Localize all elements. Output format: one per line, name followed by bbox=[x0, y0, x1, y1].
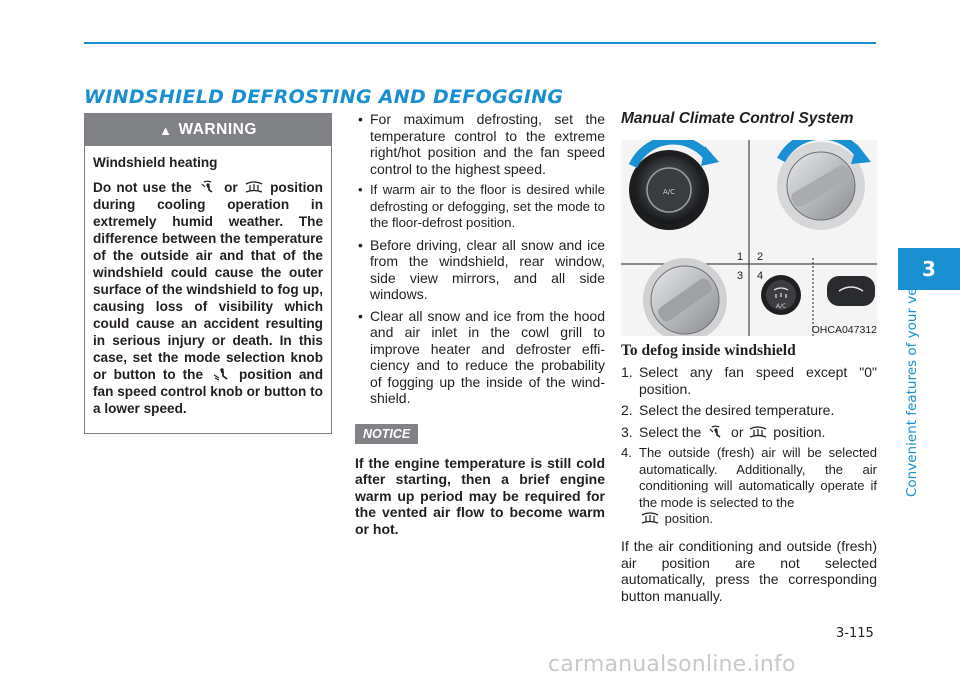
middle-column bbox=[355, 111, 605, 537]
warning-title: Windshield heating bbox=[93, 155, 218, 170]
climate-control-heading: Manual Climate Control System bbox=[621, 110, 854, 127]
defrost-tips-list bbox=[355, 111, 605, 407]
floor-defrost-mode-icon bbox=[197, 180, 219, 194]
defrost-icon bbox=[747, 425, 769, 439]
climate-knobs-illustration bbox=[621, 140, 877, 336]
ac-label: A/C bbox=[662, 188, 676, 196]
list-item: • Clear all snow and ice from the hood and air inlet in the cowl grill to improve heater and defroster efficiency and to reduce the probability of fogging up the inside of the windshield. bbox=[355, 308, 605, 407]
figure-label-4: 4 bbox=[757, 270, 764, 282]
list-item bbox=[621, 402, 877, 419]
step-text: Select any fan speed except "0" position. bbox=[639, 364, 877, 397]
list-item: • If warm air to the floor is desired while defrosting or defogging, set the mode to the floor-defrost position. bbox=[355, 182, 605, 232]
defrost-icon bbox=[243, 180, 265, 194]
floor-mode-icon bbox=[210, 367, 232, 381]
step-number: 2. bbox=[621, 402, 633, 418]
list-item bbox=[621, 424, 877, 441]
page-number: 3-115 bbox=[836, 626, 874, 641]
list-item: • For maximum defrosting, set the temperature control to the extreme right/hot position and the fan speed control to the highest speed. bbox=[355, 111, 605, 177]
svg-text:A/C: A/C bbox=[775, 303, 787, 310]
warning-text-part: or bbox=[218, 180, 243, 195]
climate-control-figure bbox=[621, 140, 877, 336]
list-item: • Before driving, clear all snow and ice from the windshield, rear window, side view mirrors, and all side windows. bbox=[355, 237, 605, 303]
defog-steps bbox=[621, 364, 877, 533]
chapter-title: Convenient features of your vehicle bbox=[904, 255, 920, 497]
warning-text bbox=[93, 179, 323, 417]
section-title: WINDSHIELD DEFROSTING AND DEFOGGING bbox=[84, 86, 564, 108]
notice-text: If the engine temperature is still cold after starting, then a brief engine warm up period may be required for the vented air flow to become warm or hot. bbox=[355, 454, 605, 537]
warning-text-part: position during cooling operation in extremely humid weather. The difference between the temperature of the outside air and that of the windshield could cause the outer surface of the windshield to fog up, causing loss of visibility which could cause an accident resulting in serious injury or death. In this case, set the mode selection knob or button to the bbox=[93, 180, 323, 382]
warning-header bbox=[85, 114, 331, 146]
warning-text-part: Do not use the bbox=[93, 180, 197, 195]
step-text: Select the desired temperature. bbox=[639, 402, 835, 418]
list-item bbox=[621, 364, 877, 397]
top-rule bbox=[84, 42, 876, 44]
chapter-tab[interactable]: 3 bbox=[898, 248, 960, 290]
step-text: position. bbox=[661, 511, 714, 526]
warning-body bbox=[85, 146, 331, 417]
step-text: or bbox=[727, 423, 748, 440]
figure-label-1: 1 bbox=[737, 251, 744, 263]
defrost-icon bbox=[639, 511, 661, 525]
manual-button-paragraph: If the air conditioning and outside (fresh) air position are not selected automatically, press the corresponding button manually. bbox=[621, 538, 877, 604]
warning-box bbox=[84, 113, 332, 434]
warning-text-part: position and fan speed control knob or button to a lower speed. bbox=[93, 367, 323, 416]
step-text: The outside (fresh) air will be selected automatically. Additionally, the air conditioning will automatically operate if the mode is selected to the bbox=[639, 445, 877, 510]
step-text: position. bbox=[769, 423, 826, 440]
notice-badge: NOTICE bbox=[355, 424, 418, 444]
figure-caption: OHCA047312 bbox=[811, 324, 877, 336]
figure-label-2: 2 bbox=[757, 251, 764, 263]
defog-subheading: To defog inside windshield bbox=[621, 342, 796, 359]
step-number: 1. bbox=[621, 364, 633, 380]
list-item bbox=[621, 445, 877, 528]
step-number: 3. bbox=[621, 423, 633, 440]
floor-defrost-mode-icon bbox=[705, 425, 727, 439]
warning-header-label: WARNING bbox=[178, 121, 257, 138]
figure-label-3: 3 bbox=[737, 270, 744, 282]
step-text: Select the bbox=[639, 423, 706, 440]
warning-triangle-icon: ▲ bbox=[159, 122, 173, 138]
watermark: carmanualsonline.info bbox=[548, 652, 796, 677]
step-number: 4. bbox=[621, 445, 632, 460]
